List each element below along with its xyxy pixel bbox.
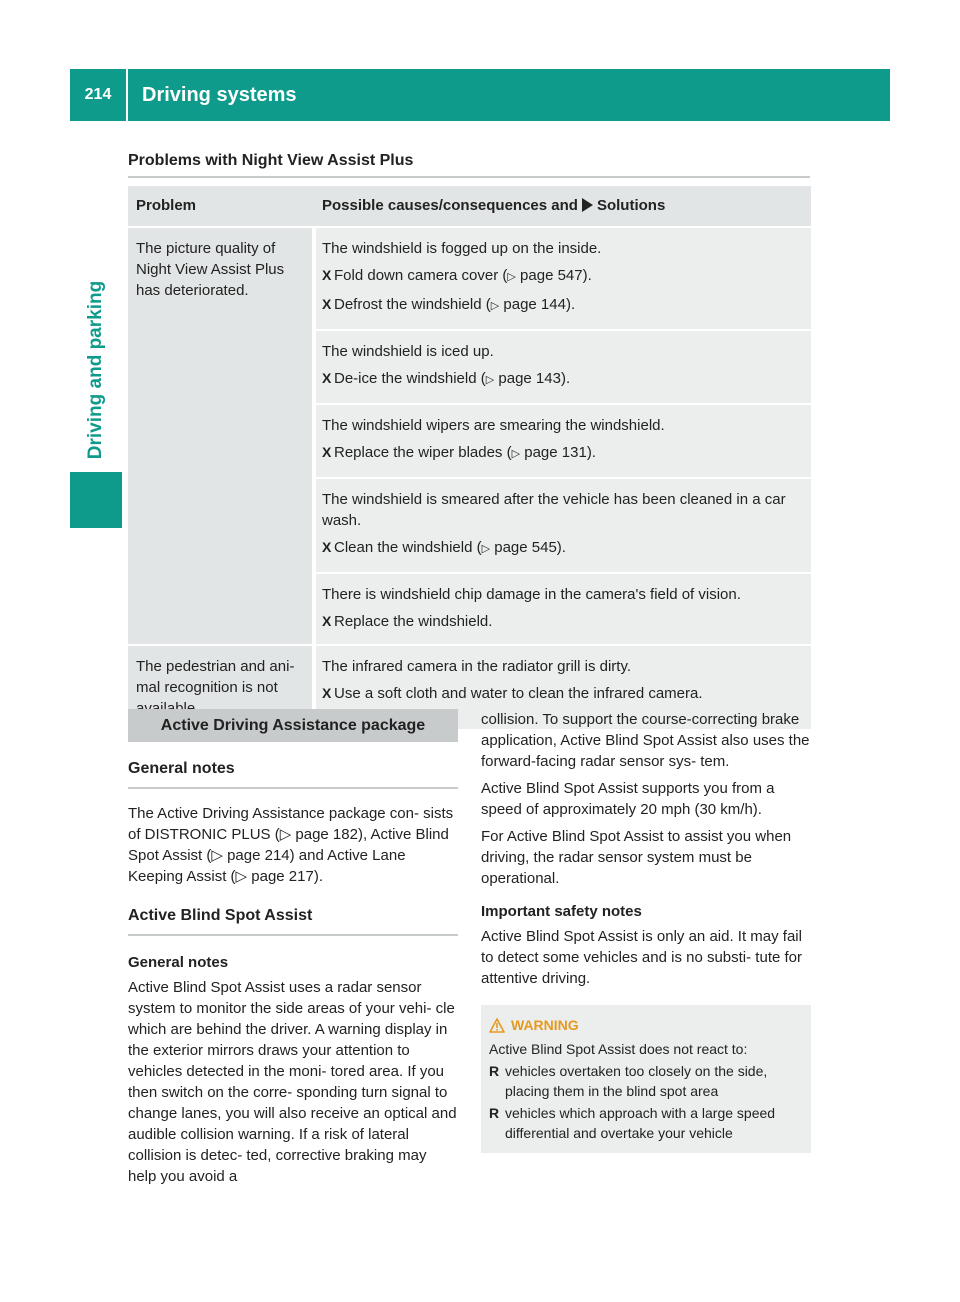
page-ref-icon: ▷ xyxy=(485,374,495,386)
page-ref-icon: ▷ xyxy=(507,271,516,283)
cause-cell xyxy=(314,478,811,573)
header-causes xyxy=(314,186,811,227)
cause-text: The windshield wipers are smearing the windshield. xyxy=(322,417,665,434)
right-column xyxy=(481,709,811,1153)
step-text: Fold down camera cover ( xyxy=(334,267,508,284)
step-marker-icon: X xyxy=(322,370,332,386)
bsa-paragraph-1: collision. To support the course-correcting brake application, Active Blind Spot Assist also uses the forward-facing radar sensor sys- tem. xyxy=(481,711,810,770)
cause-cell xyxy=(314,404,811,478)
warning-triangle-icon xyxy=(489,1018,505,1033)
table-row xyxy=(128,227,811,330)
chapter-title: Driving systems xyxy=(142,83,297,106)
step-marker-icon: X xyxy=(322,539,332,555)
step-marker-icon: X xyxy=(322,267,332,283)
side-tab-marker xyxy=(70,472,122,528)
left-column xyxy=(128,709,458,1187)
step-text: Use a soft cloth and water to clean the infrared camera. xyxy=(334,685,703,702)
cause-cell xyxy=(314,573,811,645)
solution-step xyxy=(322,294,803,317)
bsa-text: Active Blind Spot Assist uses a radar sensor system to monitor the side areas of your vehi- cle which are behind the driver. A warning display in the exterior mirrors draws your attention to vehicles detected in the moni- tored area. If you then switch on the corre- sponding turn signal to change lanes, you will also receive an optical and audible collision warning. If a risk of lateral collision is detec- ted, corrective braking may help you avoid a xyxy=(128,979,457,1185)
page-ref[interactable]: page 545). xyxy=(494,539,566,556)
solution-step xyxy=(322,683,803,704)
step-text: Defrost the windshield ( xyxy=(334,296,491,313)
warning-label: WARNING xyxy=(511,1017,579,1033)
solution-step xyxy=(322,537,803,560)
warning-box xyxy=(481,1005,811,1153)
cause-text: The windshield is fogged up on the inside. xyxy=(322,240,602,257)
general-notes-text: The Active Driving Assistance package con- sists of DISTRONIC PLUS (▷ page 182), Active Blind Spot Assist (▷ page 214) and Active Lane Keeping Assist (▷ page 217). xyxy=(128,805,454,885)
page-ref-icon: ▷ xyxy=(490,300,500,312)
page-ref[interactable]: page 547). xyxy=(520,267,592,284)
warning-intro: Active Blind Spot Assist does not react to: xyxy=(489,1041,748,1057)
step-text: Replace the wiper blades ( xyxy=(334,444,512,461)
page-ref-icon: ▷ xyxy=(511,448,521,460)
problems-table xyxy=(128,186,811,731)
solution-step xyxy=(322,368,803,391)
table-header-row xyxy=(128,186,811,227)
bullet-marker: R xyxy=(489,1063,500,1079)
cause-text: There is windshield chip damage in the camera's field of vision. xyxy=(322,586,741,603)
page-number: 214 xyxy=(84,86,112,103)
solution-step xyxy=(322,442,803,465)
warning-bullet xyxy=(489,1103,803,1143)
step-text: De-ice the windshield ( xyxy=(334,370,486,387)
step-marker-icon: X xyxy=(322,296,332,312)
solution-step xyxy=(322,265,803,288)
safety-notes-heading: Important safety notes xyxy=(481,903,642,920)
warning-bullet xyxy=(489,1061,803,1101)
step-text: Replace the windshield. xyxy=(334,613,493,630)
header-causes-prefix: Possible causes/consequences and xyxy=(322,197,578,214)
section-title: Problems with Night View Assist Plus xyxy=(128,152,810,178)
header-causes-suffix: Solutions xyxy=(596,197,666,214)
problem-cell: The picture quality of Night View Assist Plus has deteriorated. xyxy=(128,227,314,645)
bullet-marker: R xyxy=(489,1105,500,1121)
page-ref[interactable]: page 143). xyxy=(498,370,571,387)
bsa-general-notes-heading: General notes xyxy=(128,954,229,971)
page-ref[interactable]: page 144). xyxy=(503,296,576,313)
header-problem: Problem xyxy=(128,186,314,227)
safety-notes-text: Active Blind Spot Assist is only an aid. It may fail to detect some vehicles and is no substi- tute for attentive driving. xyxy=(481,928,802,987)
step-marker-icon: X xyxy=(322,444,332,460)
cause-text: The windshield is smeared after the vehicle has been cleaned in a car wash. xyxy=(322,491,786,529)
problem-cell: The pedestrian and ani- mal recognition is not xyxy=(128,645,314,730)
solution-arrow-icon xyxy=(582,198,593,212)
solution-step xyxy=(322,611,803,632)
step-text: Clean the windshield ( xyxy=(334,539,482,556)
warning-bullet-text: vehicles which approach with a large speed differential and overtake your vehicle xyxy=(505,1105,776,1141)
page-ref[interactable]: page 131). xyxy=(524,444,596,461)
side-tab-label: Driving and parking xyxy=(85,280,106,460)
subsection-box-title: Active Driving Assistance package xyxy=(128,709,458,742)
cause-cell xyxy=(314,330,811,404)
warning-title xyxy=(489,1015,803,1035)
step-marker-icon: X xyxy=(322,685,332,701)
step-marker-icon: X xyxy=(322,613,332,629)
warning-bullet-text: vehicles overtaken too closely on the side, placing them in the blind spot area xyxy=(505,1063,768,1099)
cause-text: The infrared camera in the radiator grill is dirty. xyxy=(322,658,632,675)
header-divider xyxy=(126,69,128,121)
page-ref-icon: ▷ xyxy=(481,543,491,555)
bsa-paragraph-3: For Active Blind Spot Assist to assist you when driving, the radar sensor system must be operational. xyxy=(481,828,792,887)
bsa-paragraph-2: Active Blind Spot Assist supports you from a speed of approximately 20 mph (30 km/h). xyxy=(481,780,775,818)
cause-cell xyxy=(314,227,811,330)
cause-text: The windshield is iced up. xyxy=(322,343,494,360)
bsa-heading: Active Blind Spot Assist xyxy=(128,905,458,936)
general-notes-heading: General notes xyxy=(128,758,458,789)
